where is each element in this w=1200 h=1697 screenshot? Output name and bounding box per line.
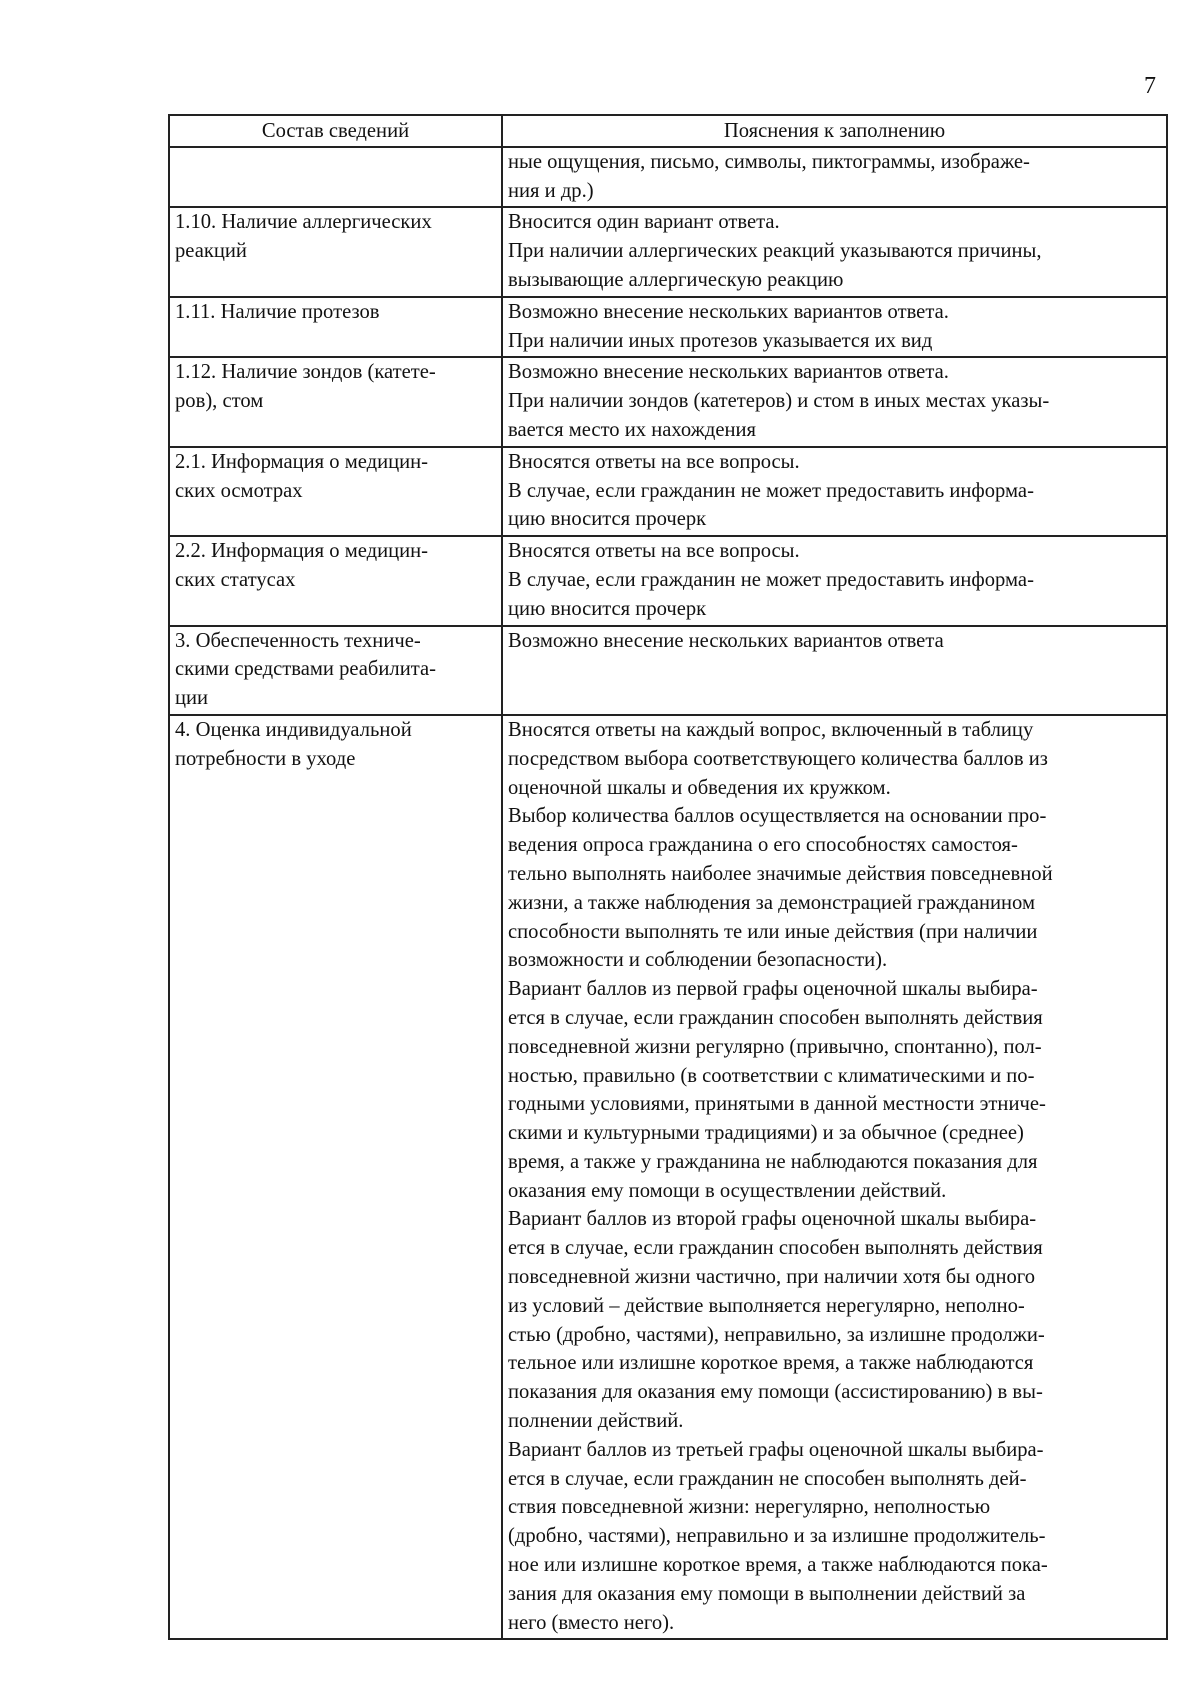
text-line: ные ощущения, письмо, символы, пиктограммы, изображе- [508,150,1030,173]
text-line: (дробно, частями), неправильно и за излишне продолжитель- [508,1525,1046,1548]
text-line: При наличии зондов (катетеров) и стом в иных местах указы- [508,390,1050,413]
explanation-cell [502,147,1167,208]
text-line: 2.1. Информация о медицин- [175,450,429,473]
text-line: В случае, если гражданин не может предоставить информа- [508,479,1034,502]
section-cell [169,147,502,208]
text-line: При наличии аллергических реакций указываются причины, [508,240,1042,263]
text-line: Возможно внесение нескольких вариантов ответа. [508,300,949,323]
text-line: Вариант баллов из первой графы оценочной шкалы выбира- [508,978,1038,1001]
text-line: время, а также у гражданина не наблюдаются показания для [508,1150,1038,1173]
column-header-composition: Состав сведений [169,115,502,147]
text-line: жизни, а также наблюдения за демонстрацией гражданином [508,891,1035,914]
text-line: Вносится один вариант ответа. [508,211,780,234]
explanation-cell [502,715,1167,1640]
table-row [169,536,1167,625]
text-line: цию вносится прочерк [508,597,707,620]
text-line: ских осмотрах [175,479,303,502]
text-line: ции [175,687,209,710]
text-line: ских статусах [175,568,296,591]
explanation-cell [502,626,1167,715]
text-line: ное или излишне короткое время, а также наблюдаются пока- [508,1554,1048,1577]
text-line: ведения опроса гражданина о его способностях самостоя- [508,834,1018,857]
text-line: Возможно внесение нескольких вариантов ответа [508,629,944,652]
text-line: него (вместо него). [508,1611,675,1634]
text-line: потребности в уходе [175,747,356,770]
text-line: реакций [175,240,247,263]
table-row [169,715,1167,1640]
text-line: посредством выбора соответствующего количества баллов из [508,747,1048,770]
text-line: годными условиями, принятыми в данной местности этниче- [508,1093,1046,1116]
text-line: полнении действий. [508,1410,684,1433]
text-line: ствия повседневной жизни: нерегулярно, неполностью [508,1496,991,1519]
table-row [169,207,1167,296]
text-line: Вариант баллов из второй графы оценочной шкалы выбира- [508,1208,1037,1231]
text-line: 2.2. Информация о медицин- [175,540,429,563]
text-line: 1.12. Наличие зондов (катете- [175,361,436,384]
explanation-cell [502,297,1167,358]
explanation-cell [502,536,1167,625]
section-cell [169,536,502,625]
column-header-explanations: Пояснения к заполнению [502,115,1167,147]
text-line: повседневной жизни частично, при наличии хотя бы одного [508,1266,1035,1289]
text-line: 4. Оценка индивидуальной [175,718,412,741]
text-line: способности выполнять те или иные действия (при наличии [508,920,1038,943]
section-cell [169,297,502,358]
text-line: оказания ему помощи в осуществлении действий. [508,1179,947,1202]
table-row [169,147,1167,208]
text-line: зания для оказания ему помощи в выполнении действий за [508,1582,1026,1605]
text-line: В случае, если гражданин не может предоставить информа- [508,568,1034,591]
explanation-cell [502,447,1167,536]
text-line: скими и культурными традициями) и за обычное (среднее) [508,1122,1024,1145]
text-line: ется в случае, если гражданин способен выполнять действия [508,1237,1043,1260]
text-line: скими средствами реабилита- [175,658,436,681]
text-line: ется в случае, если гражданин способен выполнять действия [508,1006,1043,1029]
instructions-table [168,114,1168,1640]
section-cell [169,715,502,1640]
text-line: 1.10. Наличие аллергических [175,211,432,234]
explanation-cell [502,357,1167,446]
table-row [169,447,1167,536]
table-body [169,147,1167,1640]
text-line: При наличии иных протезов указывается их вид [508,329,933,352]
table-header-row [169,115,1167,147]
text-line: вызывающие аллергическую реакцию [508,268,844,291]
text-line: Вносятся ответы на все вопросы. [508,450,800,473]
table-row [169,626,1167,715]
section-cell [169,357,502,446]
text-line: стью (дробно, частями), неправильно, за излишне продолжи- [508,1323,1045,1346]
text-line: ния и др.) [508,179,594,202]
table-row [169,357,1167,446]
text-line: ров), стом [175,390,264,413]
text-line: из условий – действие выполняется нерегулярно, неполно- [508,1294,1025,1317]
text-line: Вносятся ответы на все вопросы. [508,540,800,563]
section-cell [169,447,502,536]
text-line: ностью, правильно (в соответствии с климатическими и по- [508,1064,1035,1087]
section-cell [169,626,502,715]
text-line: ется в случае, если гражданин не способен выполнять дей- [508,1467,1027,1490]
explanation-cell [502,207,1167,296]
text-line: тельно выполнять наиболее значимые действия повседневной [508,862,1053,885]
text-line: 1.11. Наличие протезов [175,300,380,323]
table-row [169,297,1167,358]
text-line: Выбор количества баллов осуществляется на основании про- [508,805,1047,828]
text-line: Вариант баллов из третьей графы оценочной шкалы выбира- [508,1438,1044,1461]
page-number: 7 [1144,73,1156,99]
text-line: вается место их нахождения [508,418,757,441]
text-line: цию вносится прочерк [508,508,707,531]
text-line: тельное или излишне короткое время, а также наблюдаются [508,1352,1034,1375]
section-cell [169,207,502,296]
text-line: оценочной шкалы и обведения их кружком. [508,776,891,799]
text-line: возможности и соблюдении безопасности). [508,949,888,972]
text-line: Вносятся ответы на каждый вопрос, включенный в таблицу [508,718,1034,741]
text-line: Возможно внесение нескольких вариантов ответа. [508,361,949,384]
text-line: показания для оказания ему помощи (ассистированию) в вы- [508,1381,1043,1404]
text-line: 3. Обеспеченность техниче- [175,629,421,652]
text-line: повседневной жизни регулярно (привычно, спонтанно), пол- [508,1035,1042,1058]
